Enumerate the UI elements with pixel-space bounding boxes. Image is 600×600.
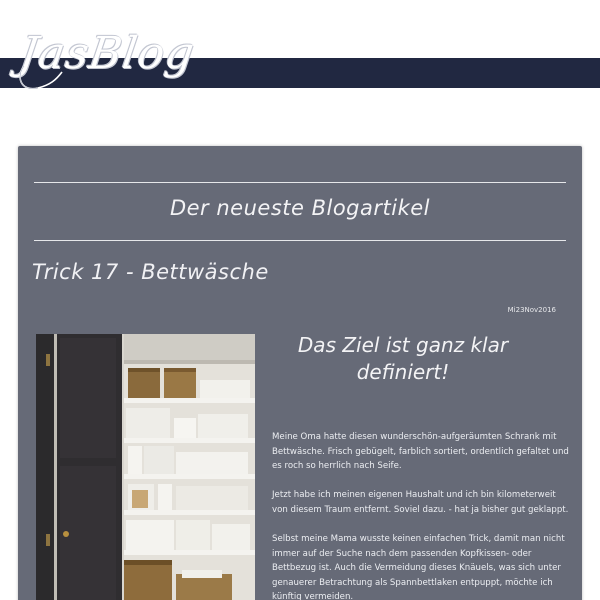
post-image[interactable] (36, 334, 255, 600)
site-logo[interactable]: JasBlog (16, 28, 199, 79)
post-date: Mi23Nov2016 (507, 306, 556, 314)
post-title[interactable]: Trick 17 - Bettwäsche (32, 260, 269, 284)
divider-bottom (34, 240, 566, 241)
divider-top (34, 182, 566, 183)
post-paragraph-3: Selbst meine Mama wusste keinen einfachen Trick, damit man nicht immer auf der Suche nach dem passenden Kopfkissen- oder Bettbezug ist. Auch die Vermeidung dieses Knäuels, was sich unter genauerer Betrachtung als Spannbettlaken entpuppt, möchte ich künftig vermeiden. (272, 534, 565, 600)
post-subheading: Das Ziel ist ganz klar definiert! (297, 333, 509, 384)
logo-swash-icon (16, 62, 76, 96)
linen-closet-photo-icon (36, 334, 255, 600)
latest-post-card (18, 146, 582, 600)
post-paragraph-2: Jetzt habe ich meinen eigenen Haushalt und ich bin kilometerweit von diesem Traum entfernt. Soviel dazu. - hat ja bisher gut geklappt. (272, 490, 569, 515)
post-paragraph-1: Meine Oma hatte diesen wunderschön-aufgeräumten Schrank mit Bettwäsche. Frisch gebügelt, farblich sortiert, ordentlich gefaltet und es roch so herrlich nach Seife. (272, 432, 569, 471)
section-title: Der neueste Blogartikel (169, 196, 431, 220)
